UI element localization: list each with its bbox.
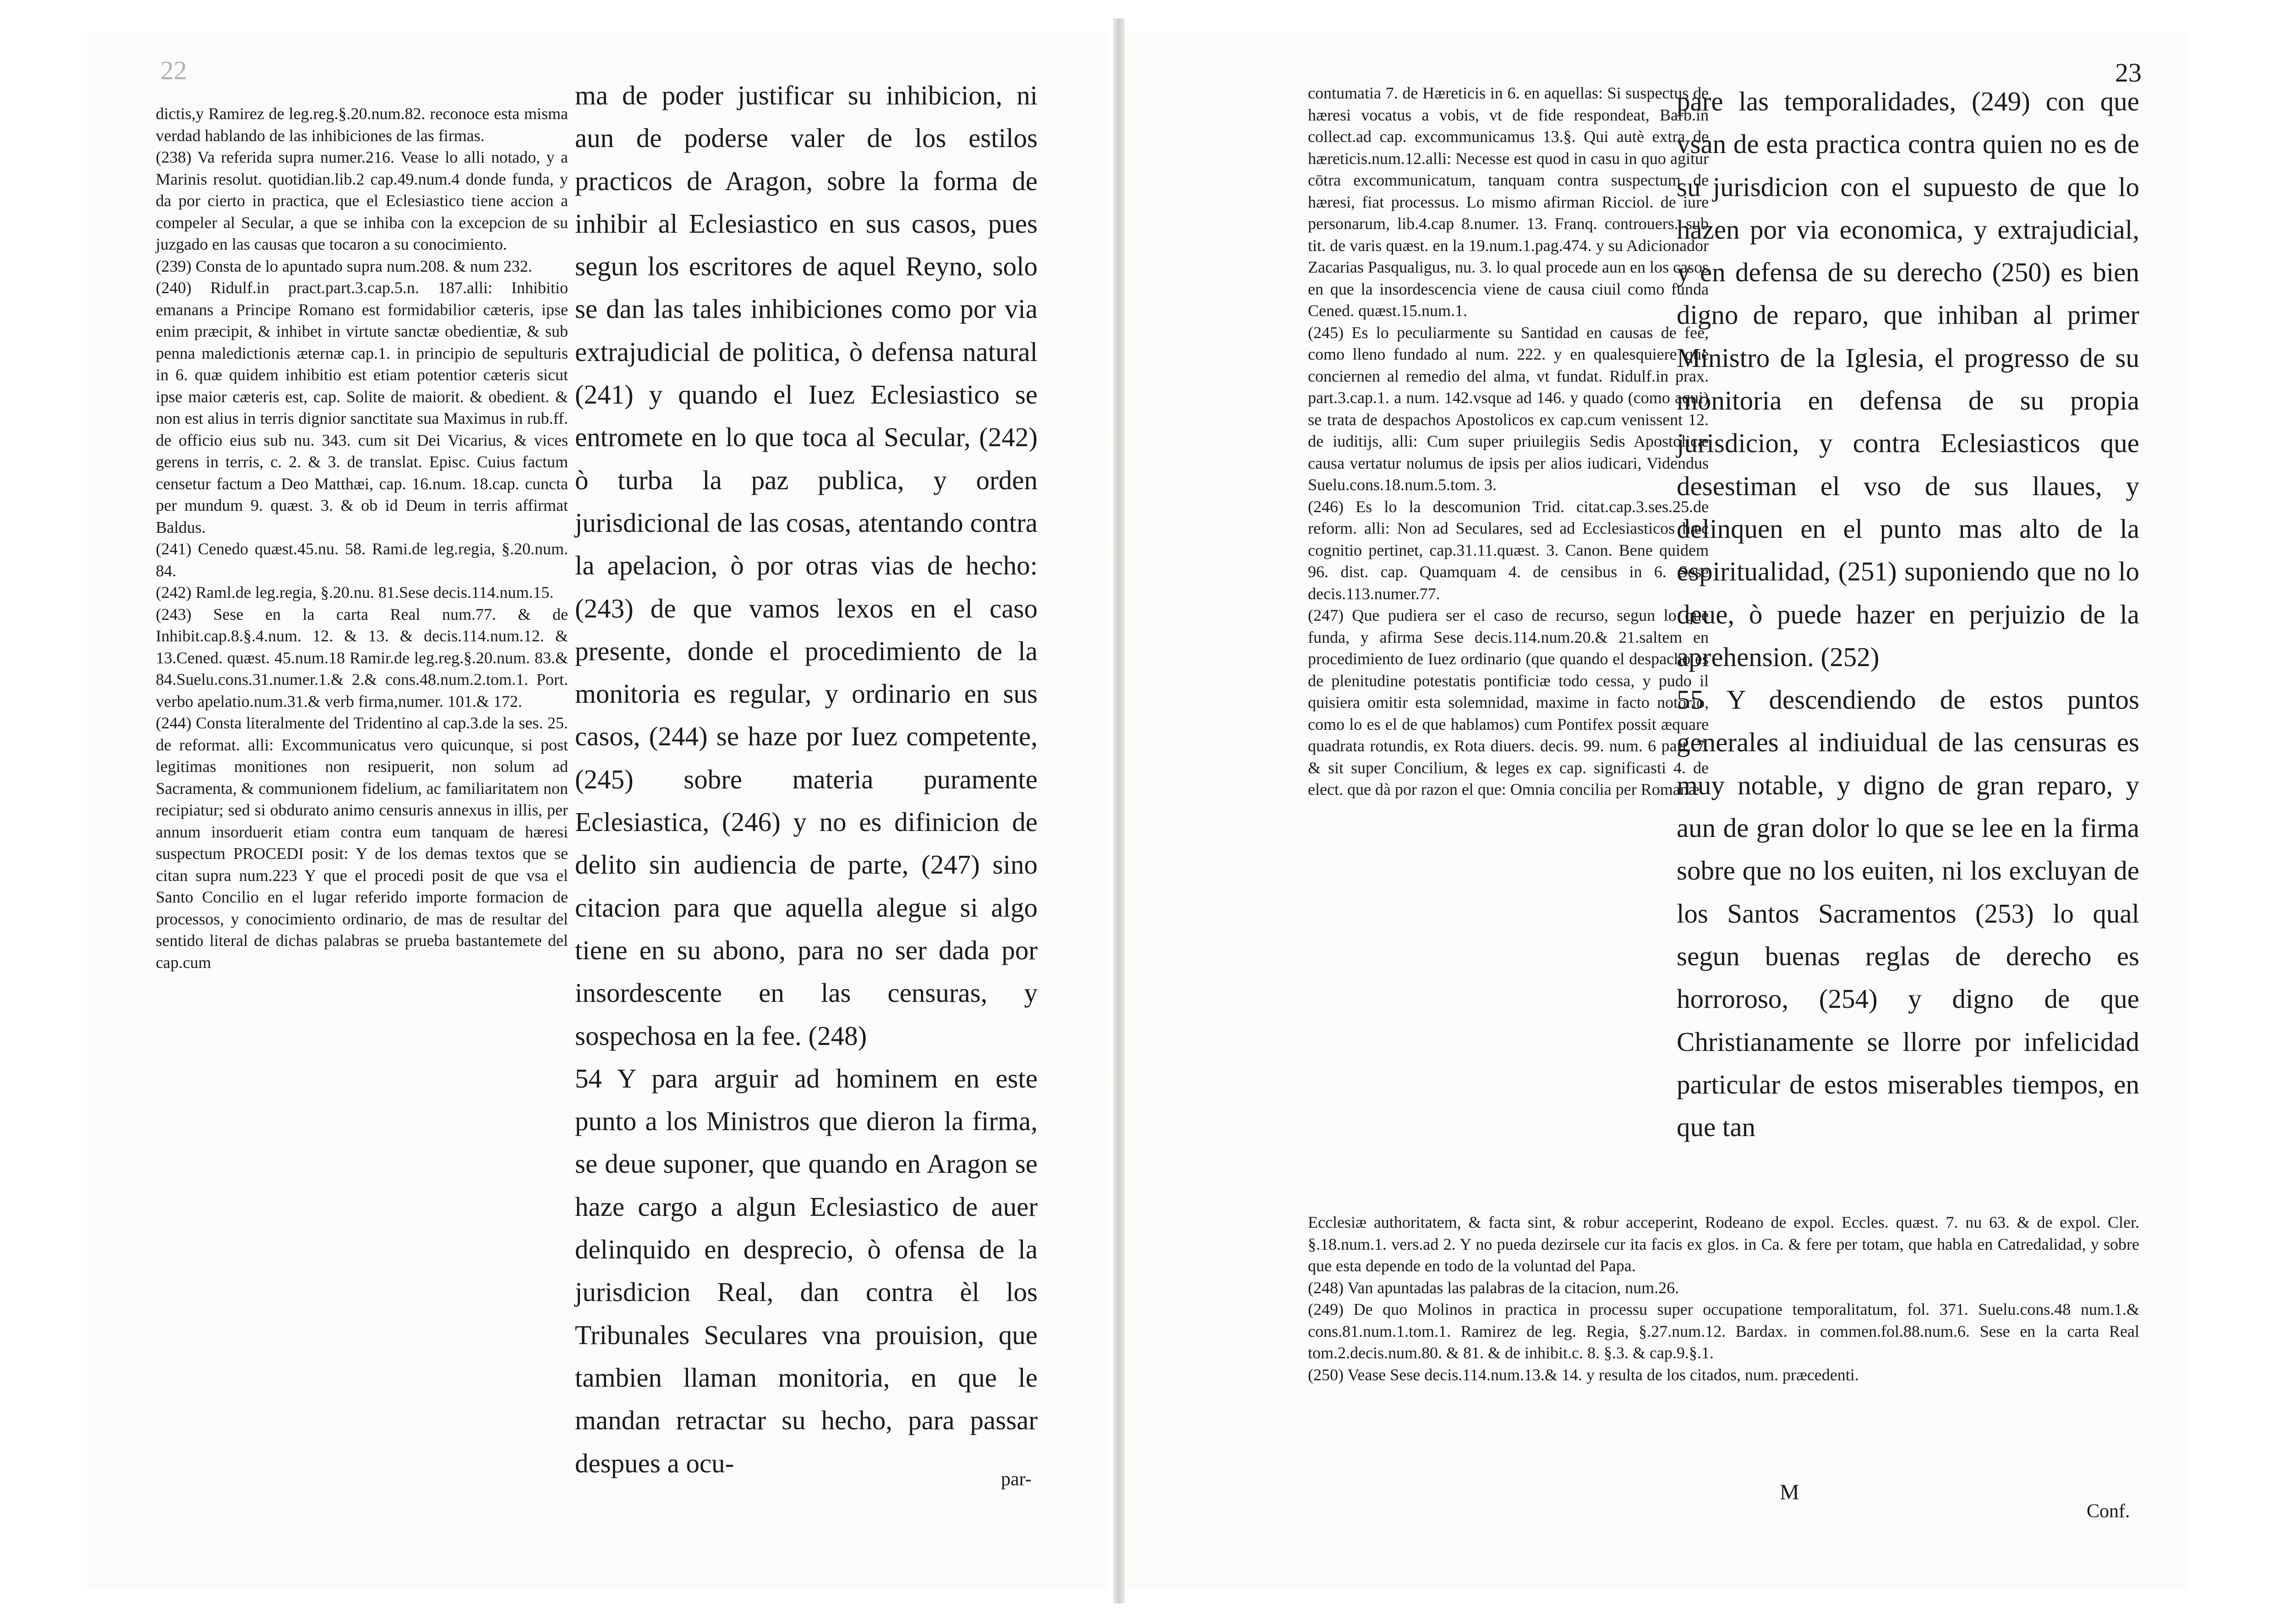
- footnote: (239) Consta de lo apuntado supra num.208. & num 232.: [156, 257, 532, 275]
- book-gutter: [1113, 18, 1125, 1603]
- right-main-column: [1677, 80, 2139, 1214]
- footnote: (241) Cenedo quæst.45.nu. 58. Rami.de leg.regia, §.20.num. 84.: [156, 540, 568, 580]
- left-catchword: par-: [1001, 1469, 1032, 1490]
- footnote: (249) De quo Molinos in practica in processu super occupatione temporalitatum, fol. 371. Suelu.cons.48 num.1.& cons.81.num.1.tom.1. Ramirez de leg. Regia, §.27.num.12. Bardax. in commen.fol.88.num.6. Sese en la carta Real tom.2.decis.num.80. & 81. & de inhibit.c. 8. §.3. & cap.9.§.1.: [1308, 1300, 2139, 1362]
- right-notes-column: [1308, 82, 1709, 1214]
- left-page-number: 22: [160, 55, 187, 85]
- right-catchword: Conf.: [2087, 1501, 2130, 1522]
- footnote: (250) Vease Sese decis.114.num.13.& 14. y resulta de los citados, num. præcedenti.: [1308, 1365, 1859, 1384]
- footnote: (243) Sese en la carta Real num.77. & de Inhibit.cap.8.§.4.num. 12. & 13. & decis.114.num.12. & 13.Cened. quæst. 45.num.18 Ramir.de leg.reg.§.20.num. 83.& 84.Suelu.cons.31.numer.1.& 2.& cons.48.num.2.tom.1. Port. verbo apelatio.num.31.& verb firma,numer. 101.& 172.: [156, 605, 568, 711]
- main-paragraph: ma de poder justificar su inhibicion, ni aun de poderse valer de los estilos practicos de Aragon, sobre la forma de inhibir al Eclesiastico en sus casos, pues segun los escritores de aquel Reyno, solo se dan las tales inhibiciones como por via extrajudicial de politica, ò defensa natural (241) y quando el Iuez Eclesiastico se entromete en lo que toca al Secular, (242) ò turba la paz publica, y orden jurisdicional de las cosas, atentando contra la apelacion, ò por otras vias de hecho: (243) de que vamos lexos en el caso presente, donde el procedimiento de la monitoria es regular, y ordinario en sus casos, (244) se haze por Iuez competente, (245) sobre materia puramente Eclesiastica, (246) y no es difinicion de delito sin audiencia de parte, (247) sino citacion para que aquella alegue si algo tiene en su abono, para no ser dada por insordescente en las censuras, y sospechosa en la fee. (248): [575, 80, 1038, 1051]
- right-bottom-notes: [1308, 1212, 2139, 1464]
- footnote: (240) Ridulf.in pract.part.3.cap.5.n. 187.alli: Inhibitio emanans a Principe Romano est formidabilior cæteris, ipse enim præcipit, & inhibet in virtute sanctæ obedientiæ, & sub penna maledictionis æternæ cap.1. in principio de sepulturis in 6. quæ quidem inhibitio est etiam potentior cæteris sicut ipse maior cæteris est, cap. Solite de maiorit. & obedient. & non est alius in terris dignior sanctitate sua Maximus in rub.ff. de officio eius sub nu. 343. cum sit Dei Vicarius, & vices gerens in terris, c. 2. & 3. de translat. Episc. Cuius factum censetur factum a Deo Matthæi, cap. 16.num. 18.cap. cuncta per mundum 9. quæst. 3. & ob id Deum in terris affirmat Baldus.: [156, 279, 568, 536]
- footnote: (248) Van apuntadas las palabras de la citacion, num.26.: [1308, 1278, 1679, 1297]
- footnote: (238) Va referida supra numer.216. Vease lo alli notado, y a Marinis resolut. quotidian.lib.2 cap.49.num.4 donde funda, y da por cierto in practica, que el Eclesiastico tiene accion a compeler al Secular, a que se inhiba con la excepcion de su juzgado en las causas que tocaron a su conocimiento.: [156, 148, 568, 253]
- main-paragraph: pare las temporalidades, (249) con que vsan de esta practica contra quien no es de su jurisdicion con el supuesto de que lo hazen por via economica, y extrajudicial, y en defensa de su derecho (250) es bien digno de reparo, que inhiban al primer Ministro de la Iglesia, el progresso de su monitoria en defensa de su propia jurisdicion, y contra Eclesiasticos que desestiman el vso de sus llaues, y delinquen en el punto mas alto de la espiritualidad, (251) suponiendo que no lo deue, ò puede hazer en perjuizio de la aprehension. (252): [1677, 86, 2139, 672]
- footnote: (244) Consta literalmente del Tridentino al cap.3.de la ses. 25. de reformat. alli: Excommunicatus vero quicunque, si post legitimas monitiones non resipuerit, non solum ad Sacramenta, & communionem fidelium, ac familiaritatem non recipiatur; sed si obdurato animo censuris annexus in illis, per annum insorduerit etiam contra eum tanquam de hæresi suspectum PROCEDI posit: Y de los demas textos que se citan supra num.223 Y que el procedi posit de que vsa el Santo Concilio en el lugar referido importe formacion de processos, y conocimiento ordinario, de mas de resultar del sentido literal de dichas palabras se prueba bastantemete del cap.cum: [156, 714, 568, 972]
- footnote: (247) Que pudiera ser el caso de recurso, segun lo que funda, y afirma Sese decis.114.num.20.& 21.saltem en procedimiento de Iuez ordinario (que quando el despacho es de plenitudine potestatis pontificiæ todo cessa, y pudo il quisiera omitir esta solemnidad, maxime in facto notorio, como lo es el de que hablamos) cum Pontifex possit æquare quadrata rotundis, ex Rota diuers. decis. 99. num. 6 part. 7. & sit super Concilium, & leges ex cap. significasti 4. de elect. que dà por razon el que: Omnia concilia per Romanæ: [1308, 606, 1709, 798]
- signature-mark: M: [1780, 1480, 1799, 1504]
- main-paragraph: 54 Y para arguir ad hominem en este punto a los Ministros que dieron la firma, se deue suponer, que quando en Aragon se haze cargo a algun Eclesiastico de auer delinquido en desprecio, ò ofensa de la jurisdicion Real, dan contra èl los Tribunales Seculares vna prouision, que tambien llaman monitoria, en que le mandan retractar su hecho, para passar despues a ocu-: [575, 1063, 1038, 1478]
- footnote: (242) Raml.de leg.regia, §.20.nu. 81.Sese decis.114.num.15.: [156, 583, 554, 601]
- footnote: (245) Es lo peculiarmente su Santidad en causas de fee, como lleno fundado al num. 222. y en qualesquiere que conciernen al remedio del alma, vt fundat. Ridulf.in prax. part.3.cap.1. a num. 142.vsque ad 146. y quado (como aqui) se trata de despachos Apostolicos ex cap.cum venissent 12. de iuditijs, alli: Cum super priuilegiis Sedis Apostolicæ causa vertatur nolumus de ipsis per alios iudicari, Videndus Suelu.cons.18.num.5.tom. 3.: [1308, 323, 1709, 494]
- left-main-column: [575, 74, 1038, 1478]
- left-page: [87, 32, 1109, 1590]
- main-paragraph: 55 Y descendiendo de estos puntos generales al indiuidual de las censuras es muy notable, y digno de gran reparo, y aun de gran dolor lo que se lee en la firma sobre que no los euiten, ni los excluyan de los Santos Sacramentos (253) lo qual segun buenas reglas de derecho es horroroso, (254) y digno de que Christianamente se llorre por infelicidad particular de estos miserables tiempos, en que tan: [1677, 684, 2139, 1143]
- footnote: Ecclesiæ authoritatem, & facta sint, & robur acceperint, Rodeano de expol. Eccles. quæst. 7. nu 63. & de expol. Cler. §.18.num.1. vers.ad 2. Y no pueda dezirsele cur ita facis ex glos. in Ca. & fere per totam, que habla en Catredalidad, y sobre que esta depende en todo de la voluntad del Papa.: [1308, 1213, 2139, 1275]
- right-page: [1125, 32, 2187, 1590]
- left-notes-column: [156, 103, 568, 1409]
- footnote: contumatia 7. de Hæreticis in 6. en aquellas: Si suspectus de hæresi vocatus a vobis, vt de fide respondeat, Barb.in collect.ad cap. excommunicamus 13.§. Qui autè extra de hæreticis.num.12.alli: Necesse est quod in casu in quo agitur cōtra excommunicatum, tanquam contra suspectum de hæresi, fiat processus. Lo mismo afirman Ricciol. de iure personarum, lib.4.cap 8.numer. 13. Franq. controuers. sub tit. de varis quæst. en la 19.num.1.pag.474. y su Adicionador Zacarias Pasqualigus, nu. 3. lo qual procede aun en los casos en que la insordescencia viene de causa ciuil como funda Cened. quæst.15.num.1.: [1308, 84, 1709, 320]
- right-page-number: 23: [2115, 58, 2142, 87]
- footnote: (246) Es lo la descomunion Trid. citat.cap.3.ses.25.de reform. alli: Non ad Seculares, sed ad Ecclesiasticos hæc cognitio pertinet, cap.31.11.quæst. 3. Canon. Bene quidem 96. dist. cap. Quamquam 4. de censibus in 6. Sese decis.113.numer.77.: [1308, 497, 1709, 603]
- footnote: dictis,y Ramirez de leg.reg.§.20.num.82. reconoce esta misma verdad hablando de las inhibiciones de las firmas.: [156, 104, 568, 145]
